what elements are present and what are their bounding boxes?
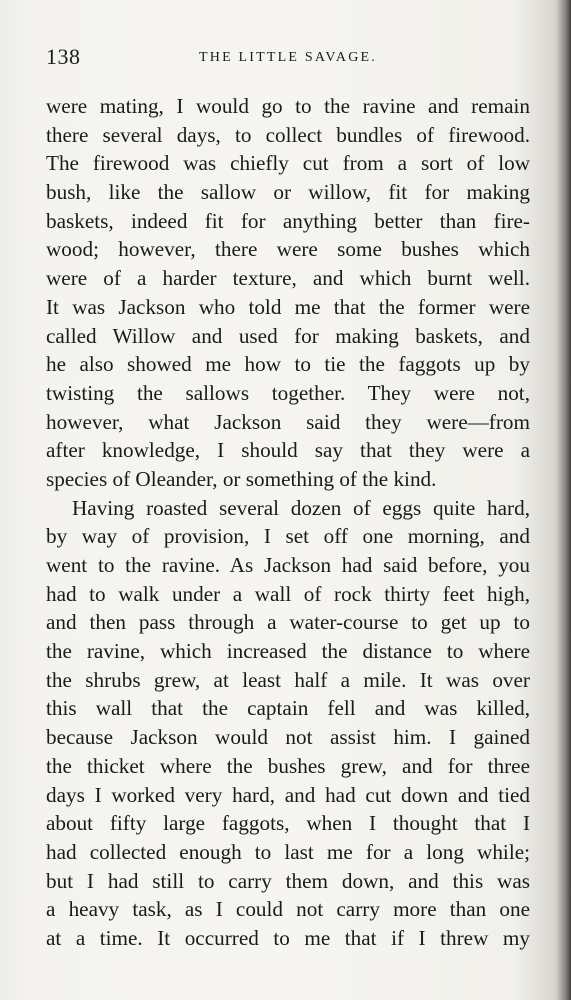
text-line: there several days, to collect bundles of firewood. xyxy=(46,122,530,147)
text-line: went to the ravine. As Jackson had said before, you xyxy=(46,553,530,577)
text-line: and then pass through a water-course to get up to xyxy=(46,610,530,635)
page-header xyxy=(46,44,530,74)
text-line: this wall that the captain fell and was killed, xyxy=(46,696,530,721)
text-line: however, what Jackson said they were—from xyxy=(46,409,530,434)
text-line: wood; however, there were some bushes which xyxy=(46,237,530,262)
text-line: were mating, I would go to the ravine and remain xyxy=(46,94,530,118)
running-title: THE LITTLE SAVAGE. xyxy=(199,50,377,65)
text-line: twisting the sallows together. They were not, xyxy=(46,380,530,405)
text-line: were of a harder texture, and which burnt well. xyxy=(46,266,530,291)
text-line: It was Jackson who told me that the former were xyxy=(46,294,530,319)
text-line: called Willow and used for making baskets, and xyxy=(46,323,530,348)
text-line: bush, like the sallow or willow, fit for making xyxy=(46,180,530,205)
text-line: had collected enough to last me for a long while; xyxy=(46,839,530,864)
text-line: about fifty large faggots, when I thought that I xyxy=(46,811,530,836)
page-edge-shadow xyxy=(557,0,571,1000)
text-line: after knowledge, I should say that they were a xyxy=(46,438,530,463)
text-line: species of Oleander, or something of the kind. xyxy=(46,466,437,491)
text-line: The firewood was chiefly cut from a sort of low xyxy=(46,151,530,176)
text-line: because Jackson would not assist him. I gained xyxy=(46,725,530,750)
text-line: by way of provision, I set off one morning, and xyxy=(46,524,530,549)
text-line: at a time. It occurred to me that if I threw my xyxy=(46,925,530,950)
body-text xyxy=(46,92,530,953)
text-line: a heavy task, as I could not carry more than one xyxy=(46,897,530,922)
text-line: the ravine, which increased the distance to where xyxy=(46,639,530,664)
text-line: the shrubs grew, at least half a mile. It was over xyxy=(46,667,530,692)
text-line: baskets, indeed fit for anything better than fire- xyxy=(46,208,530,233)
text-line: had to walk under a wall of rock thirty feet high, xyxy=(46,581,530,606)
text-line: Having roasted several dozen of eggs quite hard, xyxy=(72,495,530,520)
text-line: the thicket where the bushes grew, and for three xyxy=(46,753,530,778)
text-line: he also showed me how to tie the faggots up by xyxy=(46,352,530,377)
text-line: but I had still to carry them down, and this was xyxy=(46,868,530,893)
text-line: days I worked very hard, and had cut down and tied xyxy=(46,782,530,807)
page-number: 138 xyxy=(46,44,81,69)
